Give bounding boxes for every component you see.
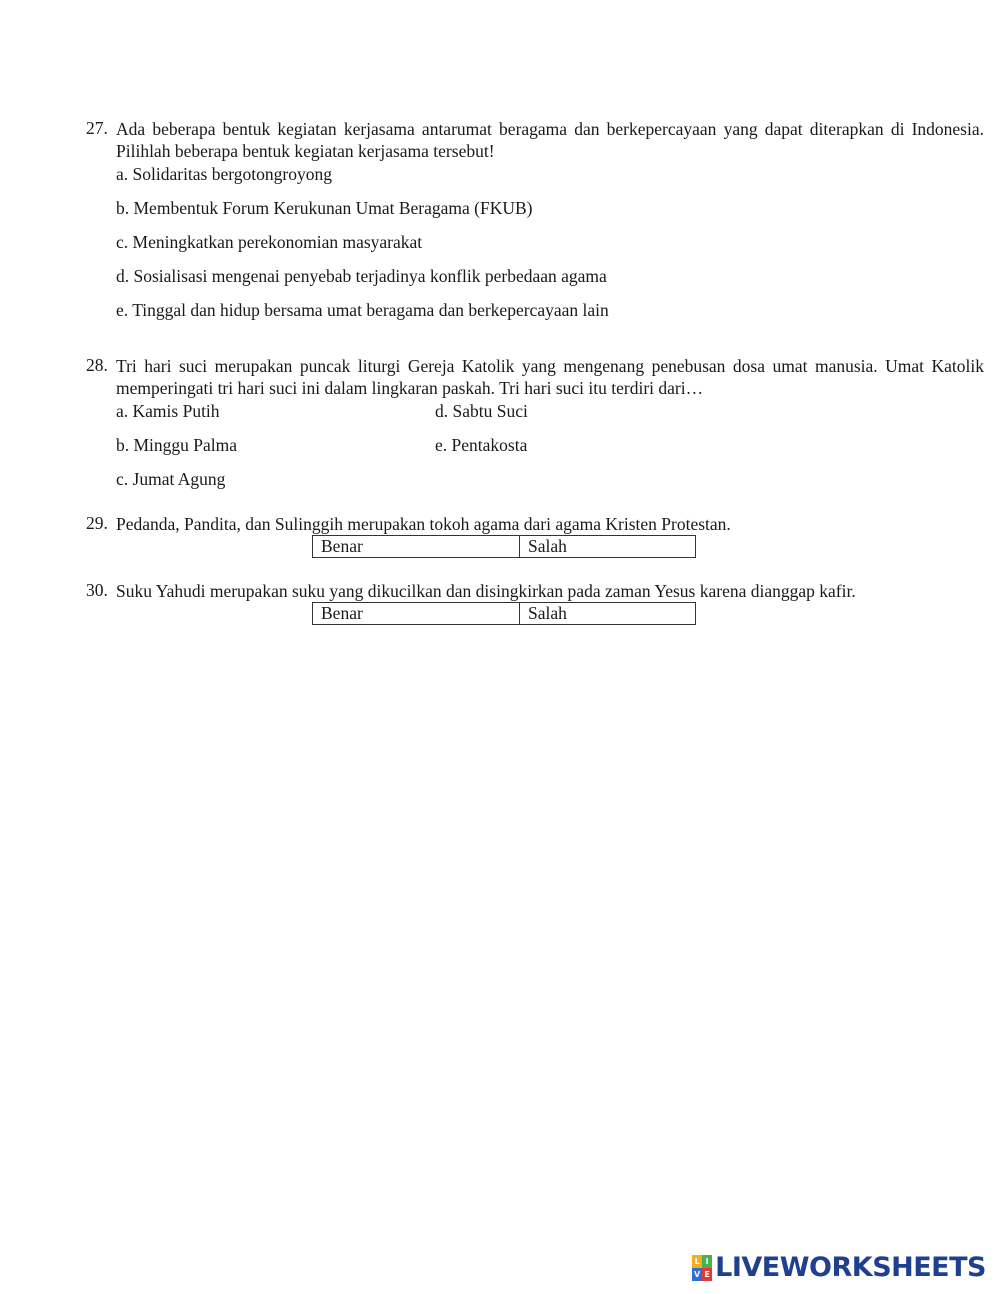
option-b[interactable]: b. Membentuk Forum Kerukunan Umat Beragama (FKUB) (116, 198, 533, 218)
question-text: Tri hari suci merupakan puncak liturgi Gereja Katolik yang mengenang penebusan dosa umat manusia. Umat Katolik memperingati tri hari suci ini dalam lingkaran paskah. Tri hari suci itu terdiri dari… (116, 356, 984, 398)
logo-mark-letter: V (694, 1269, 701, 1279)
logo-mark-letter: I (702, 1255, 712, 1268)
option-a[interactable]: a. Solidaritas bergotongroyong (116, 164, 332, 184)
true-false-table (312, 602, 696, 625)
question-28 (86, 355, 986, 495)
question-30 (86, 580, 986, 630)
question-27 (86, 118, 986, 328)
choice-true[interactable]: Benar (313, 603, 520, 625)
question-text: Ada beberapa bentuk kegiatan kerjasama antarumat beragama dan berkepercayaan yang dapat diterapkan di Indonesia. Pilihlah beberapa bentuk kegiatan kerjasama tersebut! (116, 119, 984, 161)
option-b[interactable]: b. Minggu Palma (116, 435, 238, 455)
question-number: 30. (86, 580, 108, 600)
logo-mark-letter: L (692, 1255, 702, 1268)
option-d[interactable]: d. Sosialisasi mengenai penyebab terjadinya konflik perbedaan agama (116, 266, 607, 286)
liveworksheets-logo (692, 1252, 986, 1283)
option-e[interactable]: e. Pentakosta (435, 435, 528, 455)
option-e[interactable]: e. Tinggal dan hidup bersama umat beragama dan berkepercayaan lain (116, 300, 609, 320)
question-29 (86, 513, 986, 563)
question-number: 28. (86, 355, 108, 375)
question-text: Suku Yahudi merupakan suku yang dikucilkan dan disingkirkan pada zaman Yesus karena dianggap kafir. (116, 581, 856, 601)
logo-mark-letter: E (702, 1268, 712, 1281)
logo-text: LIVEWORKSHEETS (715, 1252, 986, 1283)
option-c[interactable]: c. Meningkatkan perekonomian masyarakat (116, 232, 423, 252)
choice-true[interactable]: Benar (313, 536, 520, 558)
true-false-table (312, 535, 696, 558)
option-c[interactable]: c. Jumat Agung (116, 469, 226, 489)
question-text: Pedanda, Pandita, dan Sulinggih merupakan tokoh agama dari agama Kristen Protestan. (116, 514, 731, 534)
question-number: 29. (86, 513, 108, 533)
logo-mark-icon (692, 1255, 712, 1281)
option-a[interactable]: a. Kamis Putih (116, 401, 220, 421)
option-d[interactable]: d. Sabtu Suci (435, 401, 528, 421)
choice-false[interactable]: Salah (520, 603, 696, 625)
question-number: 27. (86, 118, 108, 138)
choice-false[interactable]: Salah (520, 536, 696, 558)
